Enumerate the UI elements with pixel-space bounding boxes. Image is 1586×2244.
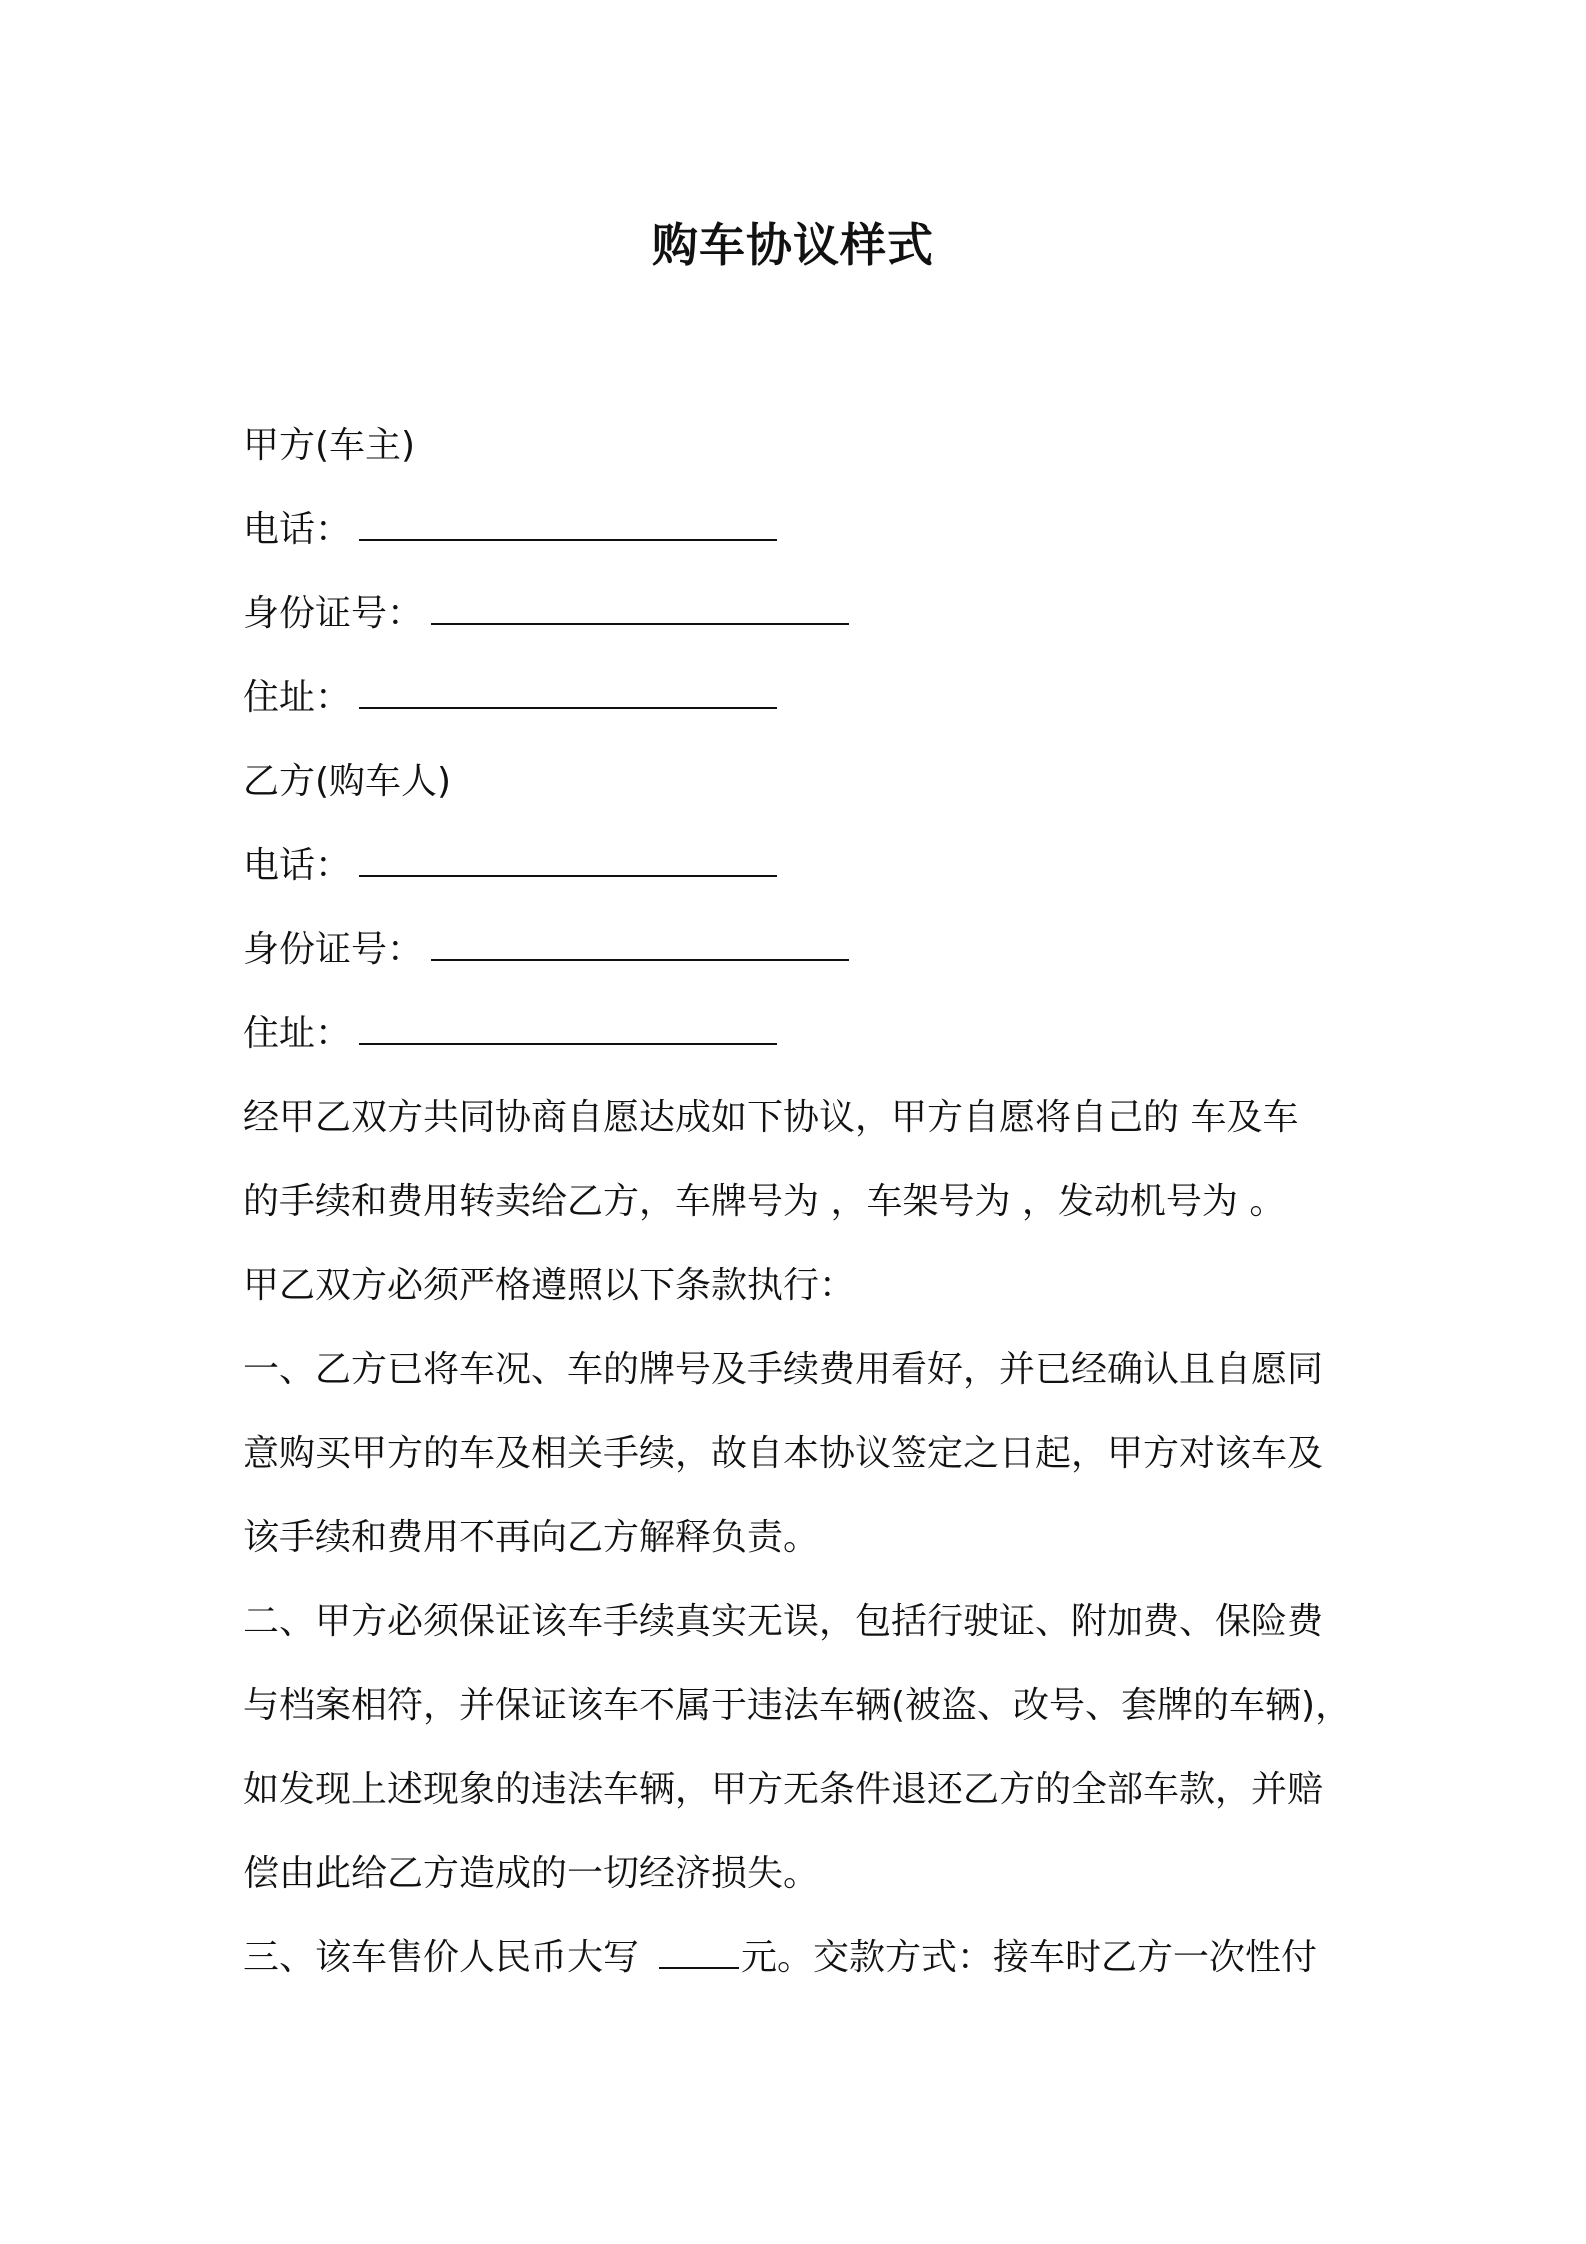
party-a-address-blank: [359, 677, 777, 709]
clause-2-line-4: 偿由此给乙方造成的一切经济损失。: [243, 1853, 820, 1894]
clause-3-suffix: 元。交款方式：接车时乙方一次性付: [741, 1937, 1318, 1978]
party-a-phone-line: [243, 488, 1361, 572]
clause-1-line-3: 该手续和费用不再向乙方解释负责。: [243, 1517, 820, 1558]
price-blank: [659, 1937, 739, 1969]
party-a-phone-label: 电话：: [243, 509, 352, 550]
party-a-id-blank: [431, 593, 849, 625]
party-b-id-line: [243, 908, 1361, 992]
clause-2-line-3: 如发现上述现象的违法车辆，甲方无条件退还乙方的全部车款，并赔: [243, 1769, 1324, 1810]
clause-3-line-1: [243, 1916, 1361, 2000]
party-b-address-line: [243, 992, 1361, 1076]
party-b-heading: 乙方(购车人): [243, 761, 452, 802]
party-a-id-label: 身份证号：: [243, 593, 424, 634]
party-b-phone-blank: [359, 845, 777, 877]
party-a-heading: 甲方(车主): [243, 425, 416, 466]
party-a-id-line: [243, 572, 1361, 656]
clause-2-line-2: 与档案相符，并保证该车不属于违法车辆(被盗、改号、套牌的车辆)，: [243, 1685, 1352, 1726]
party-b-id-label: 身份证号：: [243, 929, 424, 970]
party-b-phone-label: 电话：: [243, 845, 352, 886]
clause-2-line-1: 二、甲方必须保证该车手续真实无误，包括行驶证、附加费、保险费: [243, 1601, 1324, 1642]
party-a-phone-blank: [359, 509, 777, 541]
intro-line-1: 经甲乙双方共同协商自愿达成如下协议，甲方自愿将自己的 车及车: [243, 1097, 1299, 1138]
party-a-address-label: 住址：: [243, 677, 352, 718]
document-title: 购车协议样式: [652, 218, 934, 272]
intro-line-2: 的手续和费用转卖给乙方，车牌号为 ，车架号为 ，发动机号为 。: [243, 1181, 1286, 1222]
clause-1-line-2: 意购买甲方的车及相关手续，故自本协议签定之日起，甲方对该车及: [243, 1433, 1324, 1474]
clause-3-prefix: 三、该车售价人民币大写: [243, 1937, 640, 1978]
party-b-address-blank: [359, 1013, 777, 1045]
document-body: [243, 404, 1361, 2000]
intro-line-3: 甲乙双方必须严格遵照以下条款执行：: [243, 1265, 856, 1306]
party-a-address-line: [243, 656, 1361, 740]
party-b-id-blank: [431, 929, 849, 961]
party-b-address-label: 住址：: [243, 1013, 352, 1054]
party-b-phone-line: [243, 824, 1361, 908]
clause-1-line-1: 一、乙方已将车况、车的牌号及手续费用看好，并已经确认且自愿同: [243, 1349, 1324, 1390]
